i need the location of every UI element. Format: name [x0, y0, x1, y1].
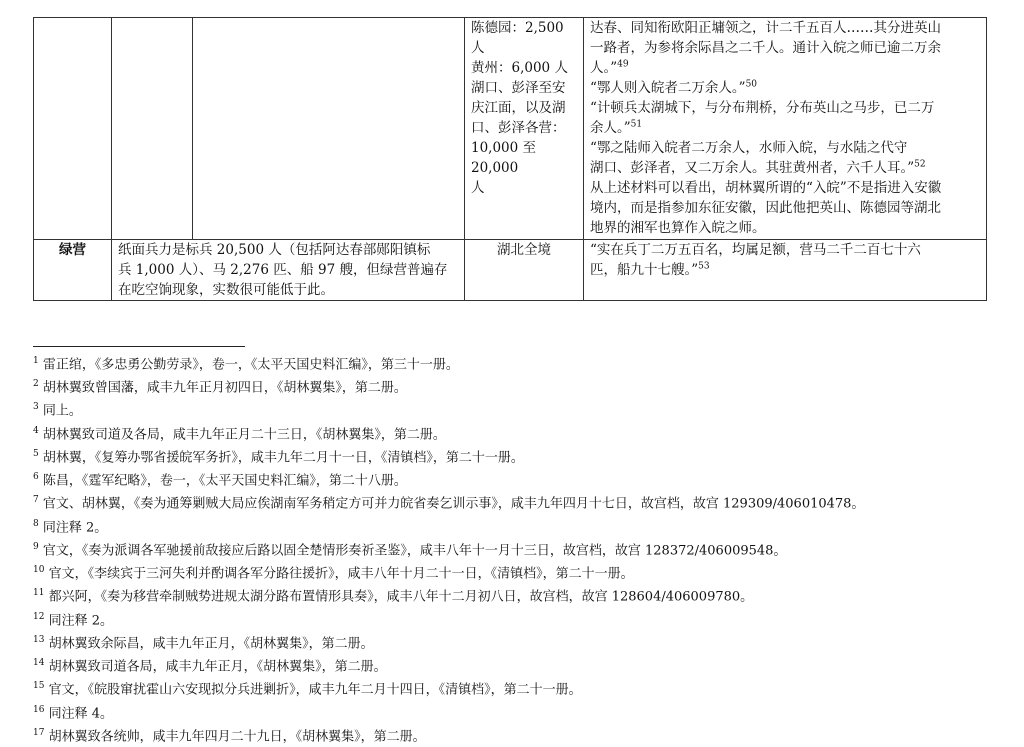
quote-line	[590, 98, 980, 118]
quote-text: 达春、同知衔欧阳正墉领之，计二千五百人……其分进英山	[590, 20, 941, 36]
quote-text: 匹，船九十七艘。”	[590, 262, 699, 278]
footnote	[33, 468, 993, 491]
footnote-text: 同注释 4。	[44, 705, 113, 721]
footnote-number: 2	[33, 379, 39, 390]
footnote	[33, 491, 993, 514]
footnote	[33, 724, 993, 747]
footnote-number: 16	[33, 704, 45, 715]
table-cell-empty	[193, 18, 465, 240]
footnote	[33, 375, 993, 398]
troop-strength-cell	[112, 240, 465, 301]
text-line: 10,000 至 20,000	[471, 140, 537, 176]
footnote	[33, 538, 993, 561]
footnote-text: 都兴阿，《奏为移营牵制贼势进规太湖分路布置情形具奏》，咸丰八年十二月初八日，故宫档，故宫 128604/406009780。	[44, 589, 754, 605]
footnote	[33, 608, 993, 631]
source-quotes-cell	[584, 18, 987, 240]
footnote-text: 陈昌，《霆军纪略》，卷一，《太平天国史料汇编》，第二十八册。	[38, 473, 407, 489]
quote-line	[590, 38, 980, 58]
footnote-text: 胡林翼致余际昌，咸丰九年正月，《胡林翼集》，第二册。	[44, 636, 374, 652]
table-cell-empty	[34, 18, 112, 240]
footnote-number: 11	[33, 588, 45, 599]
footnote-number: 6	[33, 472, 39, 483]
quote-line	[590, 138, 980, 158]
table-row	[34, 240, 987, 301]
quote-text: 人。”	[590, 60, 618, 76]
footnote-number: 5	[33, 448, 39, 459]
footnote	[33, 654, 993, 677]
footnote-number: 10	[33, 565, 45, 576]
quote-line	[590, 18, 980, 38]
quote-text: 境内，而是指参加东征安徽，因此他把英山、陈德园等湖北	[590, 200, 941, 216]
text-line: 口、彭泽各营：	[471, 120, 566, 136]
footnote	[33, 515, 993, 538]
location-cell: 湖北全境	[465, 240, 584, 301]
footnote-text: 同注释 2。	[38, 519, 108, 535]
footnote	[33, 352, 993, 375]
troop-distribution-cell	[465, 18, 584, 240]
text-line: 人	[471, 180, 485, 196]
footnote-number: 7	[33, 495, 39, 506]
footnote-text: 同上。	[38, 403, 82, 419]
footnote-number: 3	[33, 402, 39, 413]
footnote-text: 胡林翼，《复筹办鄂省援皖军务折》，咸丰九年二月十一日，《清镇档》，第二十一册。	[38, 450, 524, 466]
footnote-number: 17	[33, 727, 45, 738]
footnote-text: 胡林翼致司道各局，咸丰九年正月，《胡林翼集》，第二册。	[44, 659, 387, 675]
footnotes	[33, 352, 993, 747]
table-cell-empty	[112, 18, 193, 240]
source-quotes-cell	[584, 240, 987, 301]
footnote-text: 官文，《奏为派调各军驰援前敌接应后路以固全楚情形奏祈圣鉴》，咸丰八年十一月十三日，故宫档，故宫 128372/406009548。	[38, 543, 787, 559]
footnote	[33, 584, 993, 607]
footnote	[33, 445, 993, 468]
quote-line	[590, 260, 980, 280]
footnote-text: 胡林翼致司道及各局，咸丰九年正月二十三日，《胡林翼集》，第二册。	[38, 427, 446, 443]
footnote-number: 4	[33, 425, 39, 436]
table-row	[34, 18, 987, 240]
quote-text: “实在兵丁二万五百名，均属足额，营马二千二百七十六	[590, 242, 921, 258]
footnote	[33, 561, 993, 584]
footnote-text: 同注释 2。	[44, 612, 113, 628]
footnote-ref: 53	[698, 261, 710, 272]
quote-line	[590, 118, 980, 138]
quote-line	[590, 198, 980, 218]
quote-line	[590, 58, 980, 78]
quote-text: 从上述材料可以看出，胡林翼所谓的“入皖”不是指进入安徽	[590, 180, 942, 196]
footnote-number: 13	[33, 634, 45, 645]
footnote-ref: 51	[630, 119, 643, 130]
text-line: 在吃空饷现象，实数很可能低于此。	[118, 282, 334, 298]
quote-text: 余人。”	[590, 120, 631, 136]
text-line: 湖口、彭泽至安	[471, 80, 566, 96]
footnote-separator	[33, 346, 245, 347]
footnote-text: 官文，《皖股窜扰霍山六安现拟分兵进剿折》，咸丰九年二月十四日，《清镇档》，第二十一册。	[44, 682, 582, 698]
quote-line	[590, 240, 980, 260]
quote-text: 地界的湘军也算作入皖之师。	[590, 220, 766, 236]
footnote-number: 12	[33, 611, 45, 622]
footnote-text: 官文，《李续宾于三河失利并酌调各军分路往援折》，咸丰八年十月二十一日，《清镇档》，第二十一册。	[44, 566, 634, 582]
quote-text: 一路者，为参将余际昌之二千人。通计入皖之师已逾二万余	[590, 40, 941, 56]
footnote-number: 1	[33, 356, 39, 366]
footnote	[33, 677, 993, 700]
footnote-number: 8	[33, 518, 39, 529]
quote-line	[590, 218, 980, 238]
footnote-text: 胡林翼致曾国藩，咸丰九年正月初四日，《胡林翼集》，第二册。	[38, 380, 407, 396]
quote-text: 湖口、彭泽者，又二万余人。其驻黄州者，六千人耳。”	[590, 160, 915, 176]
footnote-ref: 50	[745, 79, 758, 90]
footnote-text: 雷正绾，《多忠勇公勤劳录》，卷一，《太平天国史料汇编》，第三十一册。	[38, 357, 459, 373]
text-line: 庆江面，以及湖	[471, 100, 566, 116]
text-line: 黄州：6,000 人	[471, 60, 568, 76]
footnote	[33, 398, 993, 421]
footnote-number: 14	[33, 658, 45, 669]
footnote	[33, 701, 993, 724]
footnote-number: 9	[33, 541, 39, 552]
text-line: 兵 1,000 人）、马 2,276 匹、船 97 艘，但绿营普遍存	[118, 262, 448, 278]
text-line: 人	[471, 40, 485, 56]
footnote	[33, 422, 993, 445]
footnote-number: 15	[33, 681, 45, 692]
text-line: 纸面兵力是标兵 20,500 人（包括阿达春部郧阳镇标	[118, 242, 431, 258]
footnote	[33, 631, 993, 654]
category-label: 绿营	[34, 240, 112, 301]
footnote-ref: 52	[914, 159, 926, 170]
quote-line	[590, 158, 980, 178]
quote-text: “鄂之陆师入皖者二万余人，水师入皖，与水陆之代守	[590, 140, 908, 156]
quote-text: “计顿兵太湖城下，与分布荆桥，分布英山之马步，已二万	[590, 100, 935, 116]
troops-table	[33, 17, 987, 301]
footnote-text: 官文、胡林翼，《奏为通筹剿贼大局应俟湖南军务稍定方可并力皖省奏乞训示事》，咸丰九年四月十七日，故宫档，故宫 129309/406010478。	[38, 496, 865, 512]
quote-line	[590, 178, 980, 198]
footnote-ref: 49	[617, 59, 629, 70]
quote-line	[590, 78, 980, 98]
footnote-text: 胡林翼致各统帅，咸丰九年四月二十九日，《胡林翼集》，第二册。	[44, 729, 426, 745]
text-line: 陈德园：2,500	[471, 20, 564, 36]
quote-text: “鄂人则入皖者二万余人。”	[590, 80, 746, 96]
